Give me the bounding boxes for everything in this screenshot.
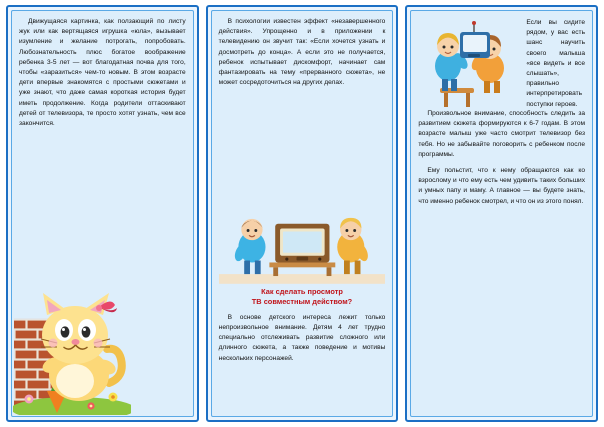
panel-right-intro-text: Если вы сидите рядом, у вас есть шанс научить своего малыша «все видеть и все слышать», правильно интерпретировать поступки героев. [526, 19, 586, 108]
paragraph: В психологии известен эффект «незавершенного действия». Упрощенно и в приложении к телевидению он звучит так: «Если хочется узнать и досмотреть до конца». А если это не получается, ребенок испытывает дискомфорт, начинает сам фантазировать на тему «прерванного сюжета», не может сосредоточиться на других делах. [218, 18, 386, 87]
panel-right [405, 5, 598, 422]
paragraph: Ему польстит, что к нему обращаются как ко взрослому и что ему есть чем удивить таких больших и умных папу и маму. А главное — вы будете знать, что именно ребенок смотрел, и что он из этого понял. [418, 167, 586, 205]
boy-with-tv-illustration [418, 16, 522, 108]
kids-watching-tv-illustration [219, 207, 386, 285]
panel-right-top [418, 16, 585, 108]
cat-cartoon-illustration [13, 287, 131, 415]
panel-left [6, 5, 199, 422]
panel-left-inner [11, 10, 194, 417]
paragraph: Движущаяся картинка, как ползающий по листу жук или как вертящаяся игрушка «юла», вызывает изумление и желание потрогать, попробовать. Любознательность плюс богатое воображение ребенка 3-5 лет — вот благодатная почва для того, чтобы «заразиться» чем-то новым. В этом возрасте дети впервые знакомятся с простыми сюжетами и уже знают, что даже самая короткая история будет иметь продолжение. Когда родители оттаскивают детей от телевизора, те просто хотят узнать, чем все закончится. [19, 18, 186, 128]
section-heading-line-2: ТВ совместным действом? [251, 297, 353, 307]
section-heading-line-1: Как сделать просмотр [261, 287, 343, 296]
section-heading [219, 287, 386, 308]
panel-center-text-top [219, 17, 386, 88]
panel-center [206, 5, 399, 422]
panel-center-lower [219, 207, 386, 364]
paragraph: Произвольное внимание, способность следить за развитием сюжета формируются к 6-7 годам. В этом возрасте малыш уже часто смотрит телевизор без тебя. Но не забывайте поговорить с ребенком после программы. [418, 110, 586, 158]
panel-right-inner [410, 10, 593, 417]
paragraph: В основе детского интереса лежит только непроизвольное внимание. Детям 4 лет трудно специально отслеживать развитие сложного или длинного сюжета, а также поведение и мотивы нескольких персонажей. [218, 313, 386, 362]
panel-right-text-block [418, 109, 585, 207]
panel-center-inner [211, 10, 394, 417]
panel-left-text-block [19, 17, 186, 129]
